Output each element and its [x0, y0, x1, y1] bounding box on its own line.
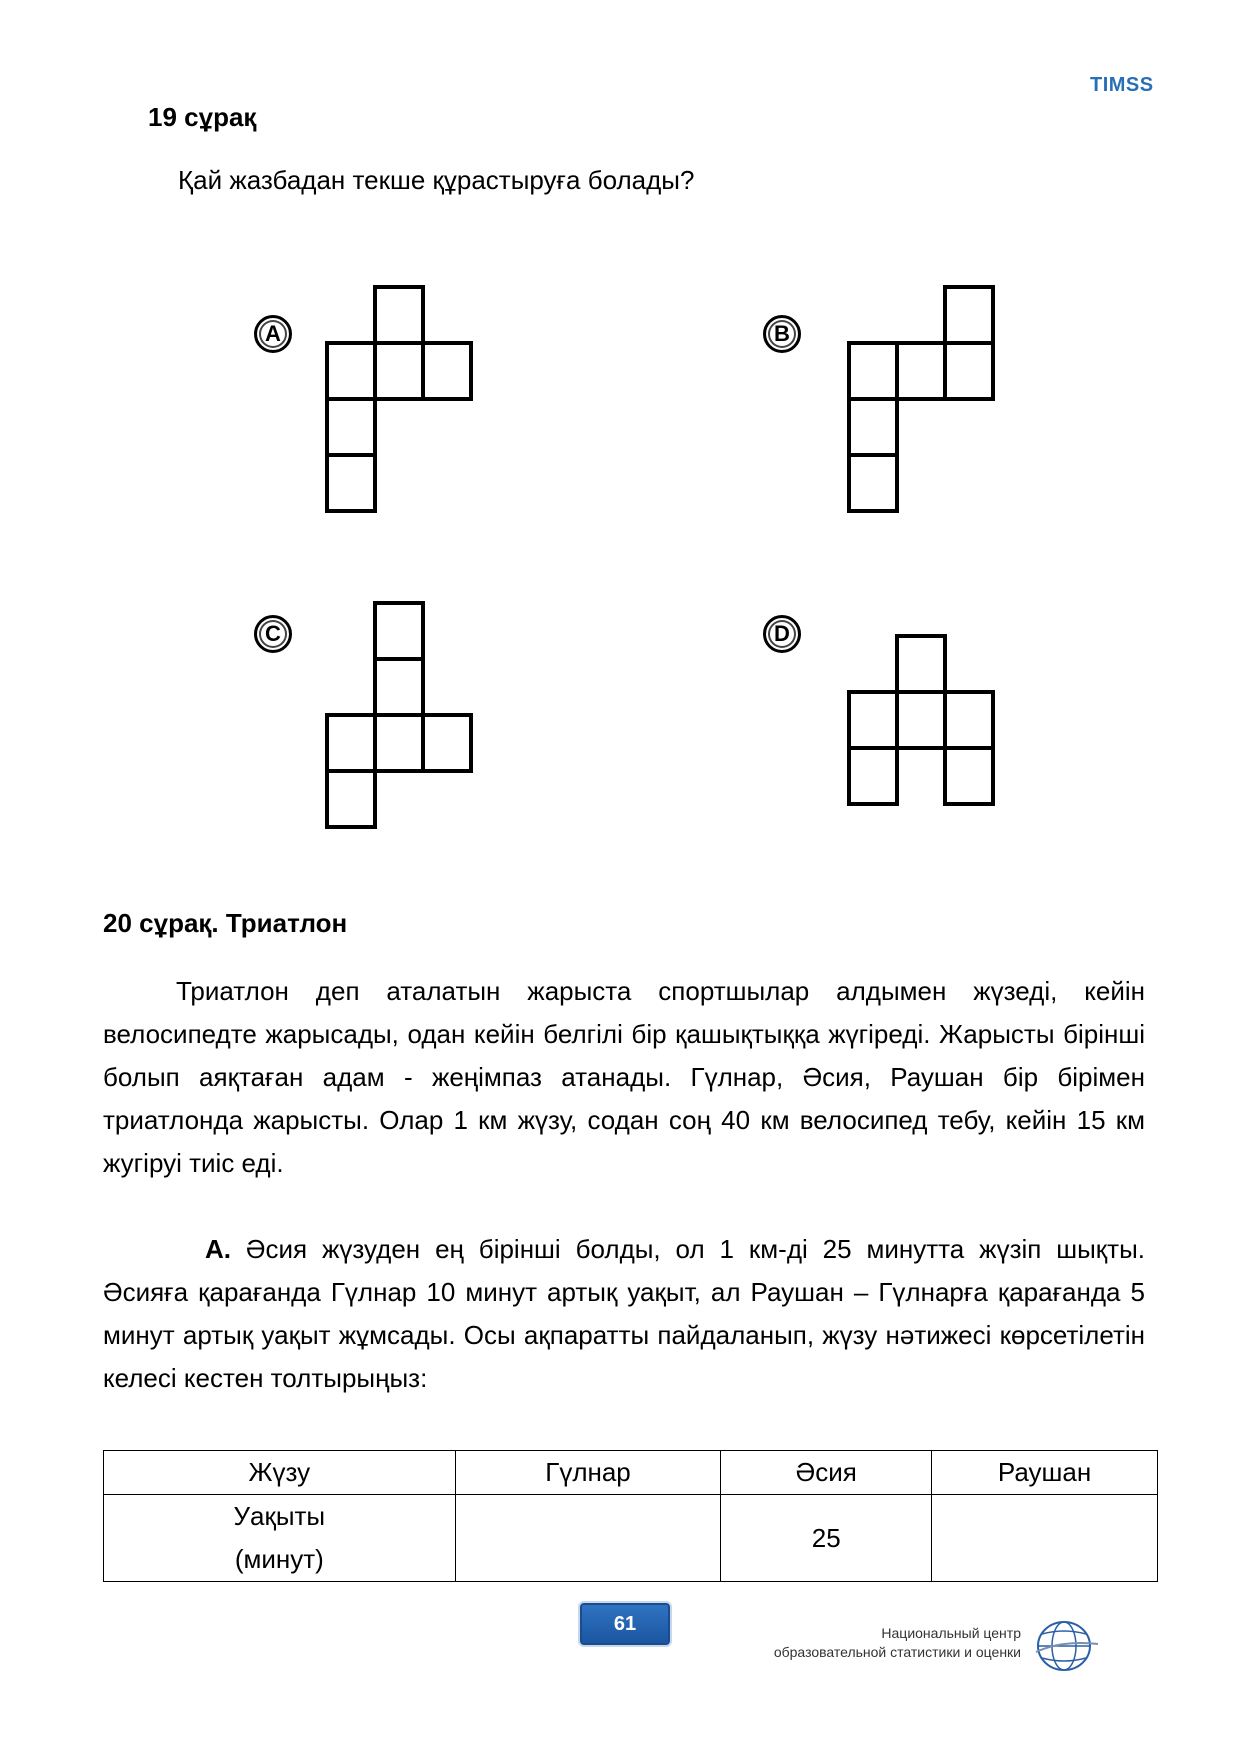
option-a-label[interactable]: A — [254, 315, 292, 353]
cell-asiya-time: 25 — [721, 1495, 932, 1582]
header-gulnar: Гүлнар — [455, 1451, 721, 1495]
globe-logo-icon — [1032, 1618, 1102, 1674]
row-label-line2: (минут) — [234, 1544, 324, 1574]
cell-raushan-time[interactable] — [932, 1495, 1158, 1582]
question-20-part-a — [103, 1228, 1145, 1400]
org-line-1: Национальный центр — [881, 1625, 1021, 1641]
header-raushan: Раушан — [932, 1451, 1158, 1495]
question-20-title: 20 сұрақ. Триатлон — [103, 908, 348, 938]
header-asiya: Әсия — [721, 1451, 932, 1495]
row-label — [104, 1495, 456, 1582]
question-20-intro — [103, 970, 1145, 1185]
question-19-title: 19 сұрақ — [148, 102, 257, 132]
org-name — [774, 1624, 1021, 1662]
option-c-label[interactable]: C — [254, 615, 292, 653]
header-tag: TIMSS — [1090, 74, 1154, 96]
question-19-text: Қай жазбадан текше құрастыруға болады? — [178, 165, 695, 195]
option-b-net — [849, 287, 999, 513]
org-line-2: образовательной статистики и оценки — [773, 1644, 1021, 1660]
option-a-net — [327, 287, 477, 513]
option-c-net — [327, 603, 477, 829]
option-d-label[interactable]: D — [763, 615, 801, 653]
intro-text: Триатлон деп аталатын жарыста спортшылар алдымен жүзеді, кейін велосипедте жарысады, одан кейін белгілі бір қашықтыққа жүгіреді. Жарысты бірінші болып аяқтаған адам - жеңімпаз атанады. Гүлнар, Әсия, Раушан бір бірімен триатлонда жарысты. Олар 1 км жүзу, содан соң 40 км велосипед тебу, кейін 15 км жугіруі тиіс еді. — [103, 976, 1145, 1178]
part-a-label: А. — [205, 1234, 231, 1264]
header-swim: Жүзу — [104, 1451, 456, 1495]
page-number: 61 — [580, 1603, 670, 1645]
row-label-line1: Уақыты — [233, 1501, 326, 1531]
swim-results-table — [103, 1450, 1158, 1582]
cell-gulnar-time[interactable] — [455, 1495, 721, 1582]
option-d-net — [849, 636, 999, 808]
part-a-text: Әсия жүзуден ең бірінші болды, ол 1 км-ді 25 минутта жүзіп шықты. Әсияға қарағанда Гүлнар 10 минут артық уақыт, ал Раушан – Гүлнарға қарағанда 5 минут артық уақыт жұмсады. Осы ақпаратты пайдаланып, жүзу нәтижесі көрсетілетін келесі кестен толтырыңыз: — [103, 1234, 1145, 1393]
option-b-label[interactable]: B — [763, 315, 801, 353]
